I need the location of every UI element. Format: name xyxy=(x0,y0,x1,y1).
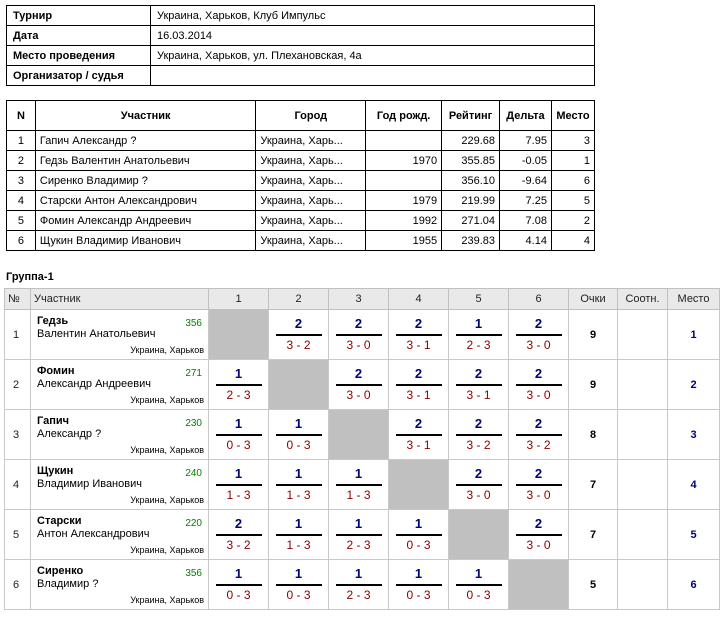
ratio-cell xyxy=(618,510,668,560)
match-score: 1 - 3 xyxy=(346,488,371,502)
match-score: 0 - 3 xyxy=(286,588,311,602)
grid-row-number: 1 xyxy=(5,310,31,360)
result-divider xyxy=(456,334,502,336)
grid-row xyxy=(5,510,720,560)
total-points: 9 xyxy=(569,310,618,360)
match-points: 2 xyxy=(414,416,423,431)
round-robin-grid xyxy=(4,288,720,610)
grid-player-cell xyxy=(31,410,209,460)
participant-n: 5 xyxy=(7,211,36,231)
match-result-cell xyxy=(509,460,569,510)
grid-header-cell: Участник xyxy=(31,289,209,310)
match-points: 2 xyxy=(534,416,543,431)
grid-self-cell xyxy=(209,310,269,360)
match-points: 1 xyxy=(294,516,303,531)
participant-name: Фомин Александр Андреевич xyxy=(35,211,256,231)
match-score: 2 - 3 xyxy=(346,588,371,602)
grid-row-number: 2 xyxy=(5,360,31,410)
player-rating: 240 xyxy=(185,468,202,479)
match-result-cell xyxy=(389,410,449,460)
match-score: 3 - 1 xyxy=(406,388,431,402)
participant-name: Сиренко Владимир ? xyxy=(35,171,256,191)
result-divider xyxy=(516,484,562,486)
participant-name: Гедзь Валентин Анатольевич xyxy=(35,151,256,171)
total-points: 7 xyxy=(569,510,618,560)
grid-row-number: 5 xyxy=(5,510,31,560)
participant-n: 6 xyxy=(7,231,36,251)
match-result-cell xyxy=(449,460,509,510)
participant-place: 3 xyxy=(551,131,594,151)
participant-rating: 239.83 xyxy=(442,231,500,251)
result-divider xyxy=(276,334,322,336)
participant-place: 6 xyxy=(551,171,594,191)
grid-player-cell xyxy=(31,360,209,410)
participants-header-cell: Участник xyxy=(35,101,256,131)
match-result-cell xyxy=(329,460,389,510)
participant-delta: 7.25 xyxy=(500,191,552,211)
match-score: 3 - 0 xyxy=(526,488,551,502)
match-score: 3 - 2 xyxy=(226,538,251,552)
match-points: 2 xyxy=(414,366,423,381)
result-divider xyxy=(516,434,562,436)
match-result-cell xyxy=(329,510,389,560)
result-divider xyxy=(456,384,502,386)
result-divider xyxy=(396,534,442,536)
player-city: Украина, Харьков xyxy=(130,495,204,505)
participant-rating: 219.99 xyxy=(442,191,500,211)
match-points: 2 xyxy=(534,516,543,531)
player-surname: Гедзь xyxy=(37,315,69,327)
match-score: 0 - 3 xyxy=(226,588,251,602)
match-score: 0 - 3 xyxy=(286,438,311,452)
match-score: 0 - 3 xyxy=(406,538,431,552)
match-score: 3 - 0 xyxy=(526,388,551,402)
participants-header-cell: N xyxy=(7,101,36,131)
grid-row xyxy=(5,460,720,510)
grid-player-cell xyxy=(31,460,209,510)
match-result-cell xyxy=(269,410,329,460)
group-title: Группа-1 xyxy=(6,271,54,283)
match-result-cell xyxy=(269,560,329,610)
match-score: 3 - 2 xyxy=(466,438,491,452)
result-divider xyxy=(336,534,382,536)
match-points: 1 xyxy=(414,516,423,531)
match-points: 1 xyxy=(474,316,483,331)
match-result-cell xyxy=(209,510,269,560)
result-divider xyxy=(216,384,262,386)
participant-delta: -9.64 xyxy=(500,171,552,191)
match-points: 2 xyxy=(234,516,243,531)
player-fullname: Антон Александрович xyxy=(37,528,150,540)
match-result-cell xyxy=(449,310,509,360)
participant-year: 1979 xyxy=(366,191,442,211)
grid-row xyxy=(5,360,720,410)
match-result-cell xyxy=(449,560,509,610)
participant-name: Гапич Александр ? xyxy=(35,131,256,151)
grid-header-cell: 4 xyxy=(389,289,449,310)
match-score: 3 - 0 xyxy=(346,338,371,352)
grid-row-number: 3 xyxy=(5,410,31,460)
result-divider xyxy=(276,584,322,586)
player-fullname: Владимир ? xyxy=(37,578,99,590)
player-fullname: Владимир Иванович xyxy=(37,478,142,490)
info-value: Украина, Харьков, Клуб Импульс xyxy=(151,6,595,26)
participant-row xyxy=(7,191,595,211)
result-divider xyxy=(336,334,382,336)
result-divider xyxy=(456,584,502,586)
grid-header-cell: 3 xyxy=(329,289,389,310)
match-score: 0 - 3 xyxy=(406,588,431,602)
match-score: 1 - 3 xyxy=(226,488,251,502)
participants-header-cell: Год рожд. xyxy=(366,101,442,131)
grid-header-cell: 1 xyxy=(209,289,269,310)
match-result-cell xyxy=(389,360,449,410)
player-rating: 230 xyxy=(185,418,202,429)
player-rating: 271 xyxy=(185,368,202,379)
result-divider xyxy=(276,434,322,436)
info-value: 16.03.2014 xyxy=(151,26,595,46)
participant-rating: 271.04 xyxy=(442,211,500,231)
player-city: Украина, Харьков xyxy=(130,545,204,555)
participant-city: Украина, Харь... xyxy=(256,211,366,231)
participant-year: 1955 xyxy=(366,231,442,251)
info-row xyxy=(7,66,595,86)
grid-header-cell: 2 xyxy=(269,289,329,310)
result-divider xyxy=(276,484,322,486)
info-value: Украина, Харьков, ул. Плехановская, 4а xyxy=(151,46,595,66)
ratio-cell xyxy=(618,310,668,360)
match-result-cell xyxy=(389,510,449,560)
grid-self-cell xyxy=(329,410,389,460)
match-points: 2 xyxy=(474,416,483,431)
participants-header-cell: Дельта xyxy=(500,101,552,131)
participant-name: Щукин Владимир Иванович xyxy=(35,231,256,251)
match-result-cell xyxy=(509,360,569,410)
result-divider xyxy=(396,584,442,586)
grid-row-number: 4 xyxy=(5,460,31,510)
ratio-cell xyxy=(618,560,668,610)
info-key: Турнир xyxy=(7,6,151,26)
result-divider xyxy=(216,434,262,436)
grid-header-cell: Соотн. xyxy=(618,289,668,310)
result-divider xyxy=(336,384,382,386)
participants-header-cell: Место xyxy=(551,101,594,131)
final-place: 6 xyxy=(668,560,720,610)
match-result-cell xyxy=(269,510,329,560)
match-points: 2 xyxy=(534,466,543,481)
player-surname: Старски xyxy=(37,515,82,527)
grid-row-number: 6 xyxy=(5,560,31,610)
participant-place: 5 xyxy=(551,191,594,211)
final-place: 1 xyxy=(668,310,720,360)
match-points: 1 xyxy=(354,516,363,531)
match-points: 1 xyxy=(294,466,303,481)
participant-row xyxy=(7,131,595,151)
result-divider xyxy=(216,484,262,486)
match-result-cell xyxy=(509,310,569,360)
final-place: 2 xyxy=(668,360,720,410)
result-divider xyxy=(396,334,442,336)
match-points: 2 xyxy=(474,466,483,481)
match-points: 2 xyxy=(534,366,543,381)
match-points: 1 xyxy=(234,466,243,481)
match-score: 2 - 3 xyxy=(226,388,251,402)
grid-self-cell xyxy=(449,510,509,560)
result-divider xyxy=(396,384,442,386)
participant-place: 1 xyxy=(551,151,594,171)
result-divider xyxy=(276,534,322,536)
grid-header-cell: 6 xyxy=(509,289,569,310)
match-score: 0 - 3 xyxy=(226,438,251,452)
player-fullname: Александр Андреевич xyxy=(37,378,151,390)
match-result-cell xyxy=(449,410,509,460)
total-points: 8 xyxy=(569,410,618,460)
match-result-cell xyxy=(209,460,269,510)
match-result-cell xyxy=(329,560,389,610)
result-divider xyxy=(516,334,562,336)
participant-year: 1970 xyxy=(366,151,442,171)
grid-row xyxy=(5,560,720,610)
match-score: 3 - 0 xyxy=(466,488,491,502)
match-result-cell xyxy=(509,410,569,460)
participant-rating: 356.10 xyxy=(442,171,500,191)
result-divider xyxy=(516,384,562,386)
player-fullname: Александр ? xyxy=(37,428,102,440)
result-divider xyxy=(216,534,262,536)
participant-city: Украина, Харь... xyxy=(256,231,366,251)
grid-row xyxy=(5,310,720,360)
result-divider xyxy=(336,484,382,486)
participant-year: 1992 xyxy=(366,211,442,231)
grid-player-cell xyxy=(31,510,209,560)
match-points: 2 xyxy=(294,316,303,331)
match-points: 2 xyxy=(474,366,483,381)
match-result-cell xyxy=(449,360,509,410)
match-score: 0 - 3 xyxy=(466,588,491,602)
match-points: 2 xyxy=(354,316,363,331)
participant-year xyxy=(366,131,442,151)
ratio-cell xyxy=(618,460,668,510)
participant-delta: -0.05 xyxy=(500,151,552,171)
match-result-cell xyxy=(269,460,329,510)
tournament-info-table xyxy=(6,5,595,86)
info-key: Место проведения xyxy=(7,46,151,66)
match-score: 3 - 0 xyxy=(346,388,371,402)
grid-player-cell xyxy=(31,310,209,360)
match-result-cell xyxy=(329,360,389,410)
match-points: 1 xyxy=(294,416,303,431)
participant-name: Старски Антон Александрович xyxy=(35,191,256,211)
grid-row xyxy=(5,410,720,460)
result-divider xyxy=(456,484,502,486)
player-city: Украина, Харьков xyxy=(130,345,204,355)
info-key: Дата xyxy=(7,26,151,46)
participant-year xyxy=(366,171,442,191)
player-surname: Фомин xyxy=(37,365,75,377)
participant-place: 2 xyxy=(551,211,594,231)
info-row xyxy=(7,46,595,66)
match-score: 3 - 1 xyxy=(466,388,491,402)
match-result-cell xyxy=(209,410,269,460)
info-key: Организатор / судья xyxy=(7,66,151,86)
grid-self-cell xyxy=(269,360,329,410)
grid-player-cell xyxy=(31,560,209,610)
grid-header-cell: Очки xyxy=(569,289,618,310)
match-points: 2 xyxy=(414,316,423,331)
final-place: 4 xyxy=(668,460,720,510)
participant-rating: 355.85 xyxy=(442,151,500,171)
match-points: 1 xyxy=(234,366,243,381)
participant-n: 1 xyxy=(7,131,36,151)
player-rating: 356 xyxy=(185,568,202,579)
ratio-cell xyxy=(618,410,668,460)
match-points: 2 xyxy=(534,316,543,331)
participant-city: Украина, Харь... xyxy=(256,131,366,151)
match-score: 1 - 3 xyxy=(286,538,311,552)
participant-delta: 7.08 xyxy=(500,211,552,231)
participant-n: 2 xyxy=(7,151,36,171)
grid-header-cell: 5 xyxy=(449,289,509,310)
player-city: Украина, Харьков xyxy=(130,445,204,455)
match-points: 1 xyxy=(354,466,363,481)
player-city: Украина, Харьков xyxy=(130,395,204,405)
result-divider xyxy=(336,584,382,586)
participants-header-cell: Рейтинг xyxy=(442,101,500,131)
match-points: 2 xyxy=(354,366,363,381)
match-result-cell xyxy=(329,310,389,360)
match-points: 1 xyxy=(474,566,483,581)
grid-header-cell: № xyxy=(5,289,31,310)
total-points: 7 xyxy=(569,460,618,510)
ratio-cell xyxy=(618,360,668,410)
grid-self-cell xyxy=(389,460,449,510)
participant-n: 4 xyxy=(7,191,36,211)
player-fullname: Валентин Анатольевич xyxy=(37,328,156,340)
grid-self-cell xyxy=(509,560,569,610)
participants-table xyxy=(6,100,595,251)
participant-n: 3 xyxy=(7,171,36,191)
info-value xyxy=(151,66,595,86)
match-score: 3 - 0 xyxy=(526,538,551,552)
info-row xyxy=(7,6,595,26)
total-points: 9 xyxy=(569,360,618,410)
player-surname: Сиренко xyxy=(37,565,84,577)
match-points: 1 xyxy=(234,566,243,581)
participant-place: 4 xyxy=(551,231,594,251)
match-points: 1 xyxy=(294,566,303,581)
participant-row xyxy=(7,211,595,231)
match-result-cell xyxy=(269,310,329,360)
match-score: 2 - 3 xyxy=(346,538,371,552)
player-surname: Гапич xyxy=(37,415,70,427)
match-score: 1 - 3 xyxy=(286,488,311,502)
player-rating: 356 xyxy=(185,318,202,329)
participant-delta: 4.14 xyxy=(500,231,552,251)
match-result-cell xyxy=(389,560,449,610)
participant-rating: 229.68 xyxy=(442,131,500,151)
final-place: 5 xyxy=(668,510,720,560)
match-result-cell xyxy=(209,560,269,610)
match-result-cell xyxy=(509,510,569,560)
participant-row xyxy=(7,151,595,171)
match-score: 2 - 3 xyxy=(466,338,491,352)
grid-header-cell: Место xyxy=(668,289,720,310)
match-score: 3 - 2 xyxy=(286,338,311,352)
participant-row xyxy=(7,231,595,251)
info-row xyxy=(7,26,595,46)
result-divider xyxy=(456,434,502,436)
final-place: 3 xyxy=(668,410,720,460)
participant-city: Украина, Харь... xyxy=(256,151,366,171)
participant-city: Украина, Харь... xyxy=(256,171,366,191)
participants-header-cell: Город xyxy=(256,101,366,131)
match-points: 1 xyxy=(234,416,243,431)
participant-delta: 7.95 xyxy=(500,131,552,151)
match-points: 1 xyxy=(414,566,423,581)
match-score: 3 - 0 xyxy=(526,338,551,352)
match-score: 3 - 1 xyxy=(406,338,431,352)
player-rating: 220 xyxy=(185,518,202,529)
match-score: 3 - 1 xyxy=(406,438,431,452)
result-divider xyxy=(216,584,262,586)
match-result-cell xyxy=(209,360,269,410)
match-score: 3 - 2 xyxy=(526,438,551,452)
total-points: 5 xyxy=(569,560,618,610)
match-points: 1 xyxy=(354,566,363,581)
match-result-cell xyxy=(389,310,449,360)
participant-city: Украина, Харь... xyxy=(256,191,366,211)
participant-row xyxy=(7,171,595,191)
player-city: Украина, Харьков xyxy=(130,595,204,605)
result-divider xyxy=(516,534,562,536)
player-surname: Щукин xyxy=(37,465,74,477)
result-divider xyxy=(396,434,442,436)
